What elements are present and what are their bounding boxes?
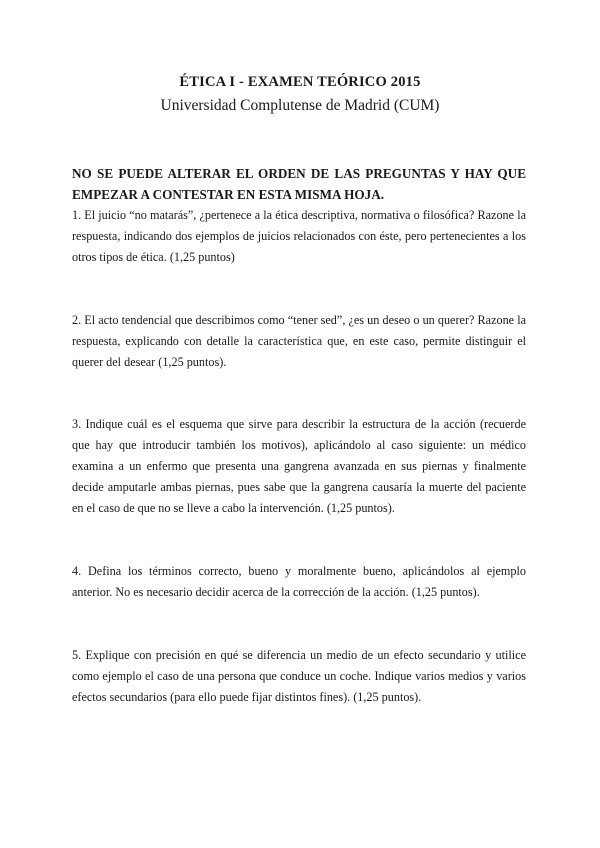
question-5: 5. Explique con precisión en qué se diferencia un medio de un efecto secundario y utilice como ejemplo el caso de una persona que conduce un coche. Indique varios medios y varios efectos secundarios (para ello puede fijar distintos fines). (1,25 puntos). [72, 648, 526, 704]
question-4: 4. Defina los términos correcto, bueno y moralmente bueno, aplicándolos al ejemplo anterior. No es necesario decidir acerca de la corrección de la acción. (1,25 puntos). [72, 564, 526, 599]
exam-notice [72, 163, 526, 205]
question-2: 2. El acto tendencial que describimos como “tener sed”, ¿es un deseo o un querer? Razone la respuesta, explicando con detalle la característica que, en este caso, permite distinguir el querer del desear (1,25 puntos). [72, 313, 526, 369]
question-1: 1. El juicio “no matarás”, ¿pertenece a la ética descriptiva, normativa o filosófica? Razone la respuesta, indicando dos ejemplos de juicios relacionados con éste, pero pertenecientes a los otros tipos de ética. (1,25 puntos) [72, 208, 526, 264]
notice-line-1: NO SE PUEDE ALTERAR EL ORDEN DE LAS PREGUNTAS Y HAY QUE [72, 166, 526, 181]
exam-title: ÉTICA I - EXAMEN TEÓRICO 2015 [179, 74, 421, 90]
question-3: 3. Indique cuál es el esquema que sirve para describir la estructura de la acción (recuerde que hay que introducir también los motivos), aplicándolo al caso siguiente: un médico examina a un enfermo que presenta una gangrena avanzada en sus piernas y finalmente decide amputarle ambas piernas, pues sabe que la gangrena causaría la muerte del paciente en el caso de que no se lleve a cabo la intervención. (1,25 puntos). [72, 417, 526, 515]
notice-line-2: EMPEZAR A CONTESTAR EN ESTA MISMA HOJA. [72, 187, 385, 202]
university-subtitle: Universidad Complutense de Madrid (CUM) [160, 97, 440, 114]
